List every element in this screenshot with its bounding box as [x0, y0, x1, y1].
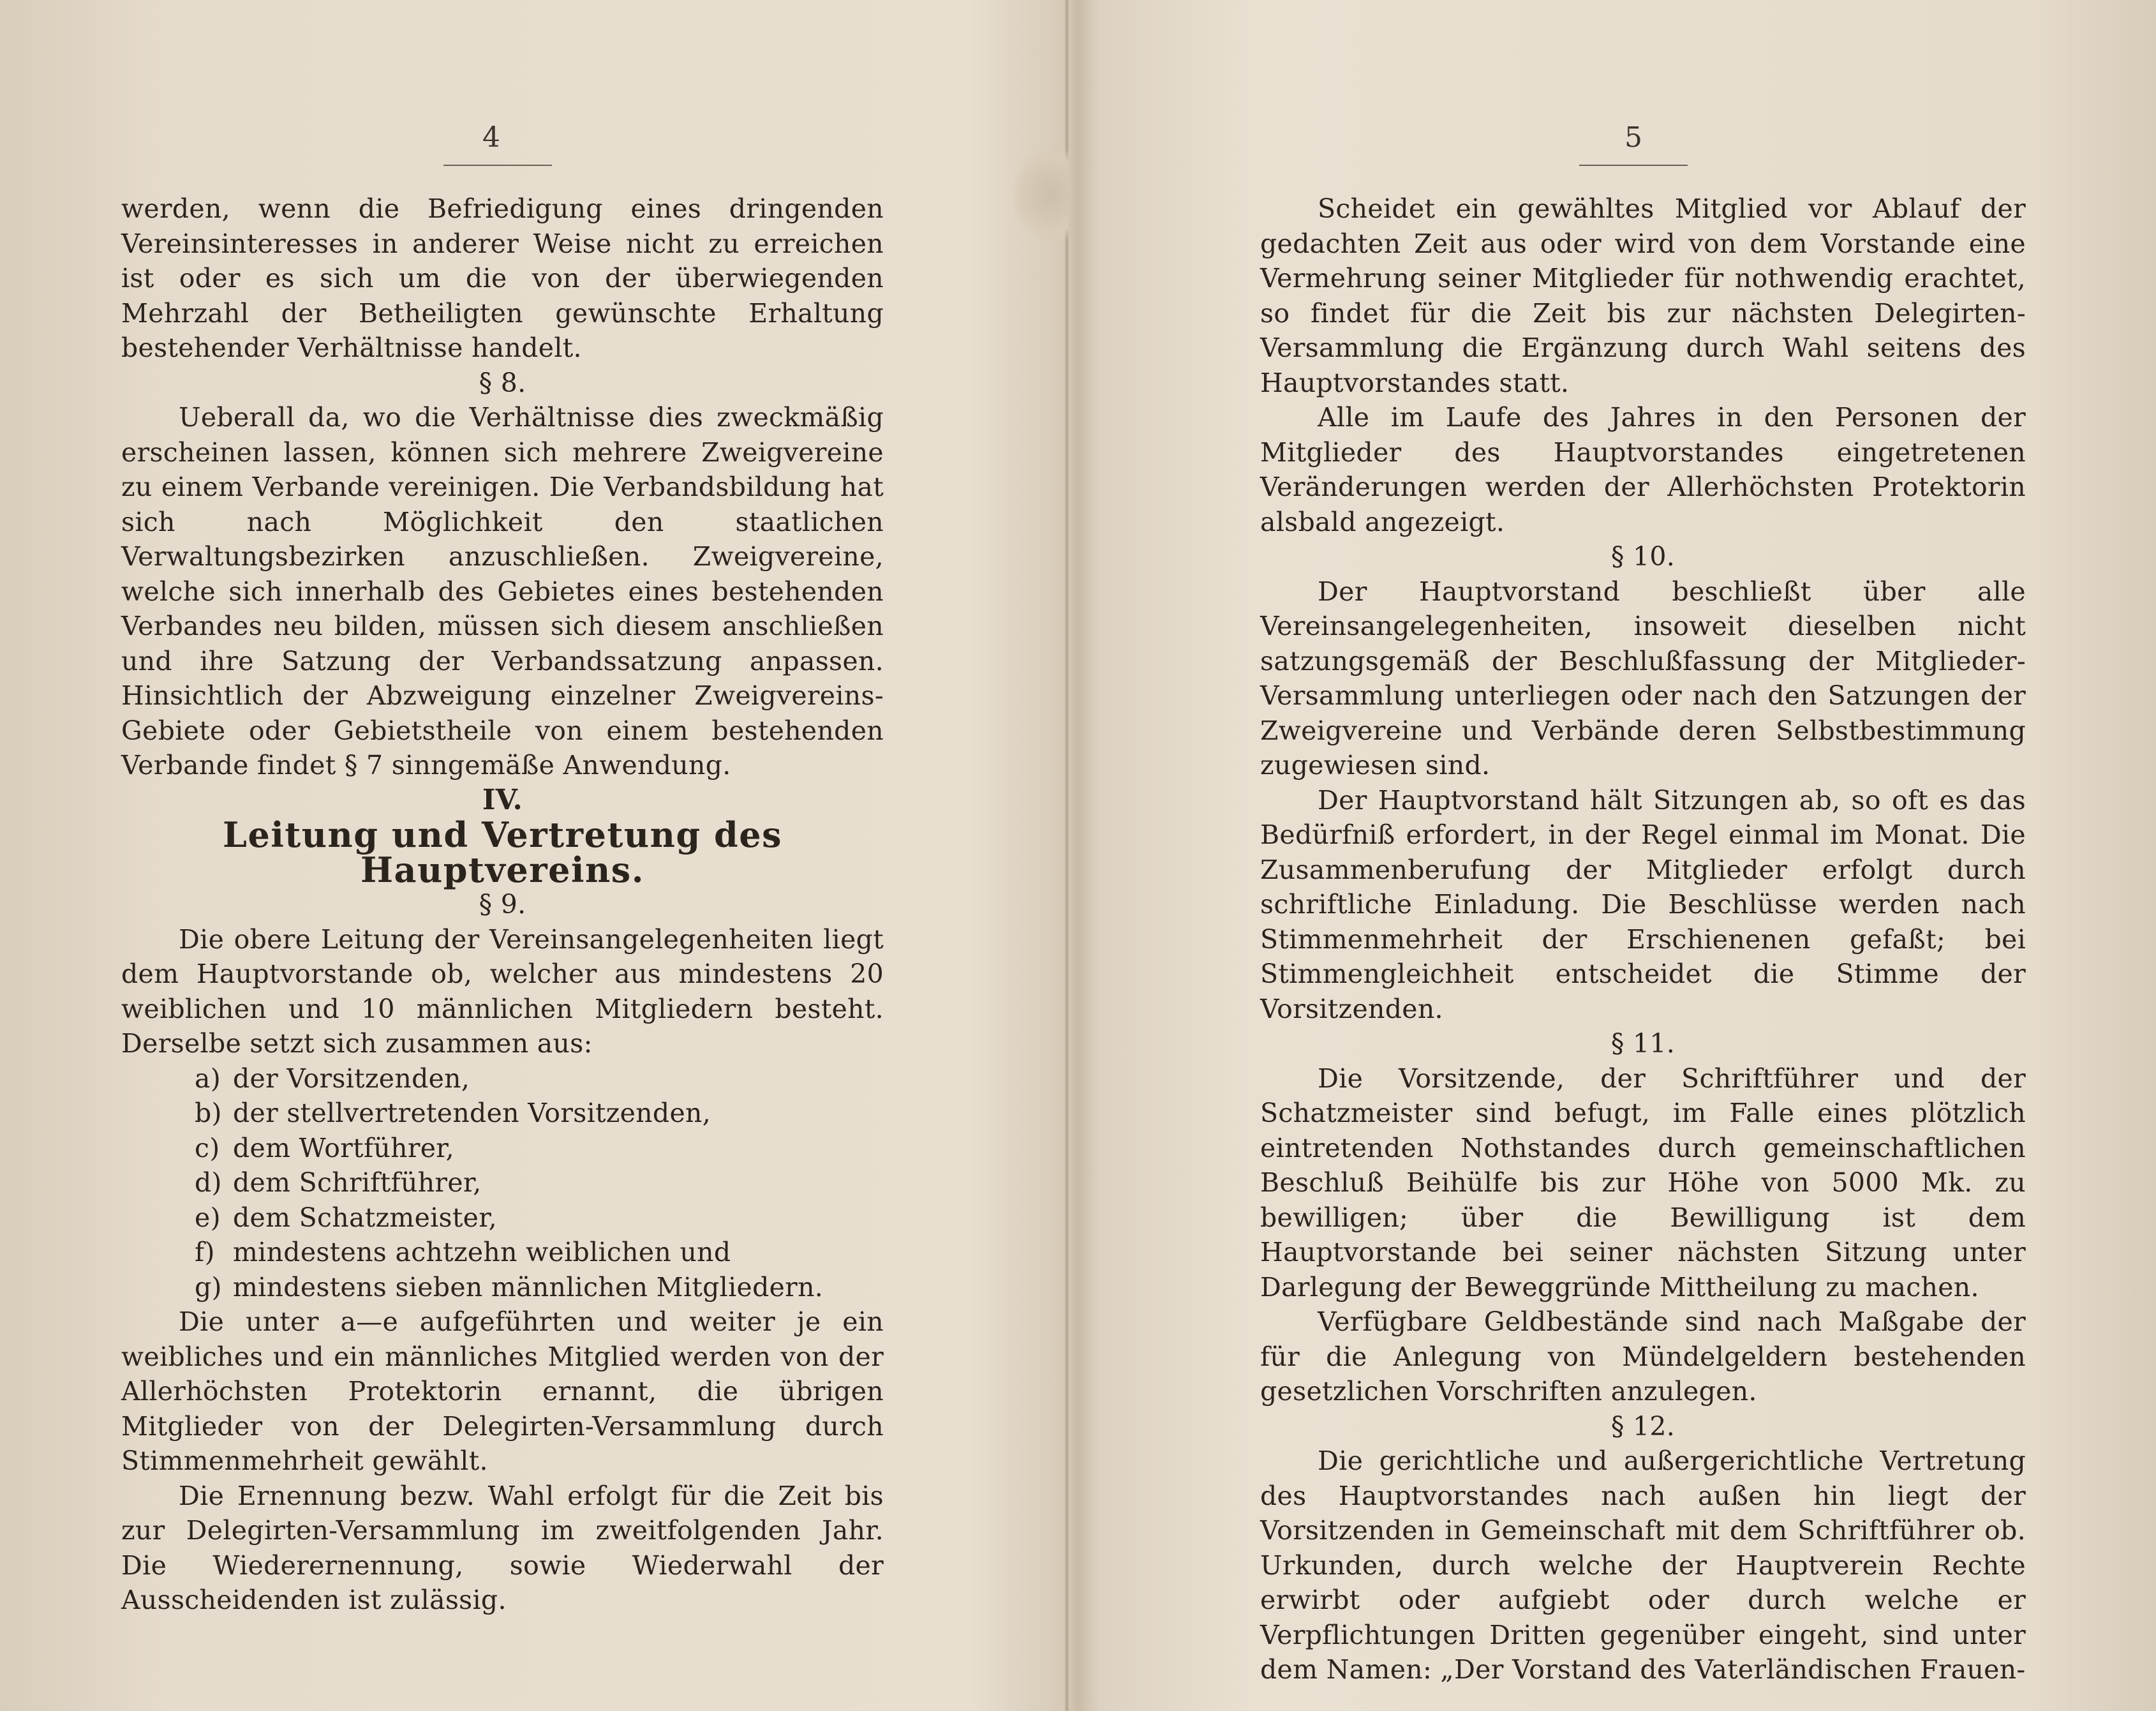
- section-10-text-1: Der Hauptvorstand beschließt über alle Vereinsangelegenheiten, insoweit dieselben nicht satzungsgemäß der Beschlußfassung der Mitglieder-Versammlung unterliegen oder nach den Satzungen der Zweigvereine und Verbände deren Selbstbestimmung zugewiesen sind.: [1260, 576, 2026, 781]
- paragraph-continued: werden, wenn die Befriedigung eines dringenden Vereinsinteresses in anderer Weise nicht zu erreichen ist oder es sich um die von der überwiegenden Mehrzahl der Betheiligten gewünschte Erhaltung bestehender Verhältnisse handelt.: [121, 193, 884, 363]
- center-fold: [1064, 0, 1069, 1711]
- section-12-title: § 12.: [1610, 1410, 1676, 1442]
- list-item: g) mindestens sieben männlichen Mitgliedern.: [195, 1271, 824, 1303]
- paragraph-2: Alle im Laufe des Jahres in den Personen der Mitglieder des Hauptvorstandes eingetretenen Veränderungen werden der Allerhöchsten Protektorin alsbald angezeigt.: [1260, 402, 2026, 537]
- list-item: b) der stellvertretenden Vorsitzenden,: [195, 1098, 711, 1128]
- section-8-text: Ueberall da, wo die Verhältnisse dies zweckmäßig erscheinen lassen, können sich mehrere Zweigvereine zu einem Verbande vereinigen. Die Verbandsbildung hat sich nach Möglichkeit den staatlichen Verwaltungsbezirken anzuschließen. Zweigvereine, welche sich innerhalb des Gebietes eines bestehenden Verbandes neu bilden, müssen sich diesem anschließen und ihre Satzung der Verbandssatzung anpassen. Hinsichtlich der Abzweigung einzelner Zweigvereins-Gebiete oder Gebietstheile von einem bestehenden Verbande findet § 7 sinngemäße Anwendung.: [121, 402, 884, 781]
- section-12-text: Die gerichtliche und außergerichtliche Vertretung des Hauptvorstandes nach außen hin liegt der Vorsitzenden in Gemeinschaft mit dem Schriftführer ob. Urkunden, durch welche der Hauptverein Rechte erwirbt oder aufgiebt oder durch welche er Verpflichtungen Dritten gegenüber eingeht, sind unter dem Namen: „Der Vorstand des Vaterländischen Frauen-: [1260, 1446, 2026, 1685]
- left-page-text: [121, 191, 884, 1618]
- section-11-text-1: Die Vorsitzende, der Schriftführer und der Schatzmeister sind befugt, im Falle eines plötzlich eintretenden Nothstandes durch gemeinschaftlichen Beschluß Beihülfe bis zur Höhe von 5000 Mk. zu bewilligen; über die Bewilligung ist dem Hauptvorstande bei seiner nächsten Sitzung unter Darlegung der Beweggründe Mittheilung zu machen.: [1260, 1063, 2026, 1303]
- part-heading: Leitung und Vertretung des Hauptvereins.: [223, 814, 782, 890]
- list-item: f) mindestens achtzehn weiblichen und: [195, 1237, 731, 1267]
- page-number-rule-left: [443, 165, 552, 166]
- section-11-title: § 11.: [1610, 1028, 1676, 1059]
- part-numeral: IV.: [482, 783, 523, 816]
- section-9-title: § 9.: [479, 889, 526, 920]
- section-10-text-2: Der Hauptvorstand hält Sitzungen ab, so oft es das Bedürfniß erfordert, in der Regel einmal im Monat. Die Zusammenberufung der Mitglieder erfolgt durch schriftliche Einladung. Die Beschlüsse werden nach Stimmenmehrheit der Erschienenen gefaßt; bei Stimmengleichheit entscheidet die Stimme der Vorsitzenden.: [1260, 784, 2026, 1024]
- page-number-left: 4: [482, 121, 500, 154]
- list-item: d) dem Schriftführer,: [195, 1167, 482, 1198]
- list-item: a) der Vorsitzenden,: [195, 1063, 470, 1094]
- list-item: c) dem Wortführer,: [195, 1132, 455, 1163]
- list-item: e) dem Schatzmeister,: [195, 1202, 497, 1233]
- right-page-text: [1260, 191, 2026, 1687]
- section-8-title: § 8.: [479, 367, 526, 398]
- page-number-right: 5: [1624, 121, 1642, 154]
- right-page: [1260, 0, 2026, 1711]
- section-9-text: Die obere Leitung der Vereinsangelegenheiten liegt dem Hauptvorstande ob, welcher aus mindestens 20 weiblichen und 10 männlichen Mitgliedern besteht. Derselbe setzt sich zusammen aus:: [121, 923, 884, 1059]
- section-10-title: § 10.: [1610, 541, 1676, 572]
- page-number-rule-right: [1579, 165, 1688, 166]
- section-9-paragraph-2: Die unter a—e aufgeführten und weiter je ein weibliches und ein männliches Mitglied werden von der Allerhöchsten Protektorin ernannt, die übrigen Mitglieder von der Delegirten-Versammlung durch Stimmenmehrheit gewählt.: [121, 1306, 884, 1476]
- paper-tear: [1011, 147, 1069, 243]
- left-page: [121, 0, 884, 1711]
- paragraph-1: Scheidet ein gewähltes Mitglied vor Ablauf der gedachten Zeit aus oder wird von dem Vorstande eine Vermehrung seiner Mitglieder für nothwendig erachtet, so findet für die Zeit bis zur nächsten Delegirten-Versammlung die Ergänzung durch Wahl seitens des Hauptvorstandes statt.: [1260, 193, 2026, 398]
- section-9-paragraph-3: Die Ernennung bezw. Wahl erfolgt für die Zeit bis zur Delegirten-Versammlung im zweitfolgenden Jahr. Die Wiederernennung, sowie Wiederwahl der Ausscheidenden ist zulässig.: [121, 1480, 884, 1615]
- section-9-list: [121, 1061, 884, 1305]
- section-11-text-2: Verfügbare Geldbestände sind nach Maßgabe der für die Anlegung von Mündelgeldern bestehenden gesetzlichen Vorschriften anzulegen.: [1260, 1306, 2026, 1407]
